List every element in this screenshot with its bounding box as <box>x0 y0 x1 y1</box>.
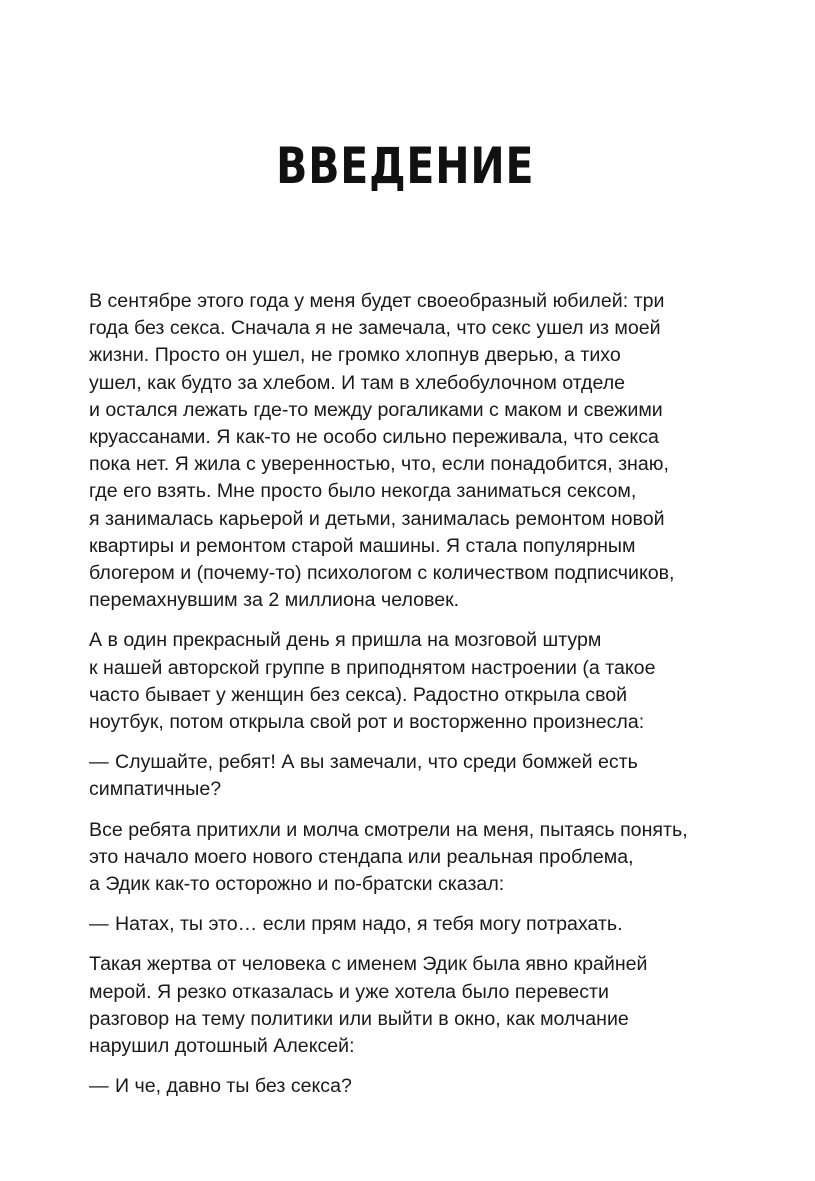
paragraph <box>89 288 729 614</box>
line-text: пока нет. Я жила с уверенностью, что, если понадобится, знаю, <box>89 453 669 476</box>
text-line <box>89 627 729 654</box>
text-line <box>89 315 729 342</box>
text-line <box>89 951 729 978</box>
text-line <box>89 533 729 560</box>
text-line <box>89 370 729 397</box>
line-text: Натах, ты это… если прям надо, я тебя могу потрахать. <box>115 913 623 936</box>
line-text: блогером и (почему-то) психологом с количеством подписчиков, <box>89 562 675 585</box>
text-line <box>89 911 729 938</box>
text-line <box>89 424 729 451</box>
line-text: разговор на тему политики или выйти в окно, как молчание <box>89 1007 629 1030</box>
dialogue-dash: — <box>89 751 109 774</box>
text-line <box>89 560 729 587</box>
line-text: нарушил дотошный Алексей: <box>89 1035 355 1058</box>
line-text: Все ребята притихли и молча смотрели на меня, пытаясь понять, <box>89 818 688 841</box>
text-line <box>89 397 729 424</box>
paragraph <box>89 951 729 1060</box>
line-text: к нашей авторской группе в приподнятом настроении (а такое <box>89 656 656 679</box>
dialogue-dash: — <box>89 913 109 936</box>
dialogue-paragraph <box>89 749 729 803</box>
text-line <box>89 1006 729 1033</box>
line-text: мерой. Я резко отказалась и уже хотела было перевести <box>89 980 609 1003</box>
line-text: В сентябре этого года у меня будет своеобразный юбилей: три <box>89 290 665 312</box>
line-text: где его взять. Мне просто было некогда заниматься сексом, <box>89 480 637 503</box>
text-line <box>89 587 729 614</box>
line-text: ноутбук, потом открыла свой рот и восторженно произнесла: <box>89 711 645 734</box>
text-line <box>89 709 729 736</box>
dialogue-paragraph <box>89 911 729 938</box>
text-line <box>89 871 729 898</box>
line-text: симпатичные? <box>89 778 222 801</box>
chapter-title: ВВЕДЕНИЕ <box>276 136 535 195</box>
body-text <box>89 288 729 1113</box>
text-line <box>89 817 729 844</box>
text-line <box>89 342 729 369</box>
line-text: а Эдик как-то осторожно и по-братски сказал: <box>89 873 505 896</box>
line-text: перемахнувшим за 2 миллиона человек. <box>89 589 460 612</box>
line-text: И че, давно ты без секса? <box>115 1075 352 1098</box>
text-line <box>89 655 729 682</box>
line-text: круассанами. Я как-то не особо сильно переживала, что секса <box>89 426 659 449</box>
text-line <box>89 776 729 803</box>
text-line <box>89 1033 729 1060</box>
line-text: жизни. Просто он ушел, не громко хлопнув дверью, а тихо <box>89 344 621 367</box>
text-line <box>89 506 729 533</box>
line-text: ушел, как будто за хлебом. И там в хлебобулочном отделе <box>89 371 626 394</box>
dialogue-dash: — <box>89 1075 109 1098</box>
line-text: квартиры и ремонтом старой машины. Я стала популярным <box>89 534 636 557</box>
text-line <box>89 844 729 871</box>
text-line <box>89 682 729 709</box>
line-text: часто бывает у женщин без секса). Радостно открыла свой <box>89 683 628 706</box>
paragraph <box>89 627 729 736</box>
text-line <box>89 1073 729 1100</box>
line-text: это начало моего нового стендапа или реальная проблема, <box>89 845 634 868</box>
line-text: Такая жертва от человека с именем Эдик была явно крайней <box>89 953 648 976</box>
text-line <box>89 749 729 776</box>
paragraph <box>89 817 729 899</box>
line-text: года без секса. Сначала я не замечала, что секс ушел из моей <box>89 317 661 340</box>
line-text: Слушайте, ребят! А вы замечали, что среди бомжей есть <box>115 751 638 774</box>
line-text: А в один прекрасный день я пришла на мозговой штурм <box>89 629 602 652</box>
text-line <box>89 478 729 505</box>
line-text: я занималась карьерой и детьми, занималась ремонтом новой <box>89 507 665 530</box>
text-line <box>89 451 729 478</box>
dialogue-paragraph <box>89 1073 729 1100</box>
text-line <box>89 979 729 1006</box>
text-line <box>89 288 729 315</box>
line-text: и остался лежать где-то между рогаликами с маком и свежими <box>89 398 663 421</box>
